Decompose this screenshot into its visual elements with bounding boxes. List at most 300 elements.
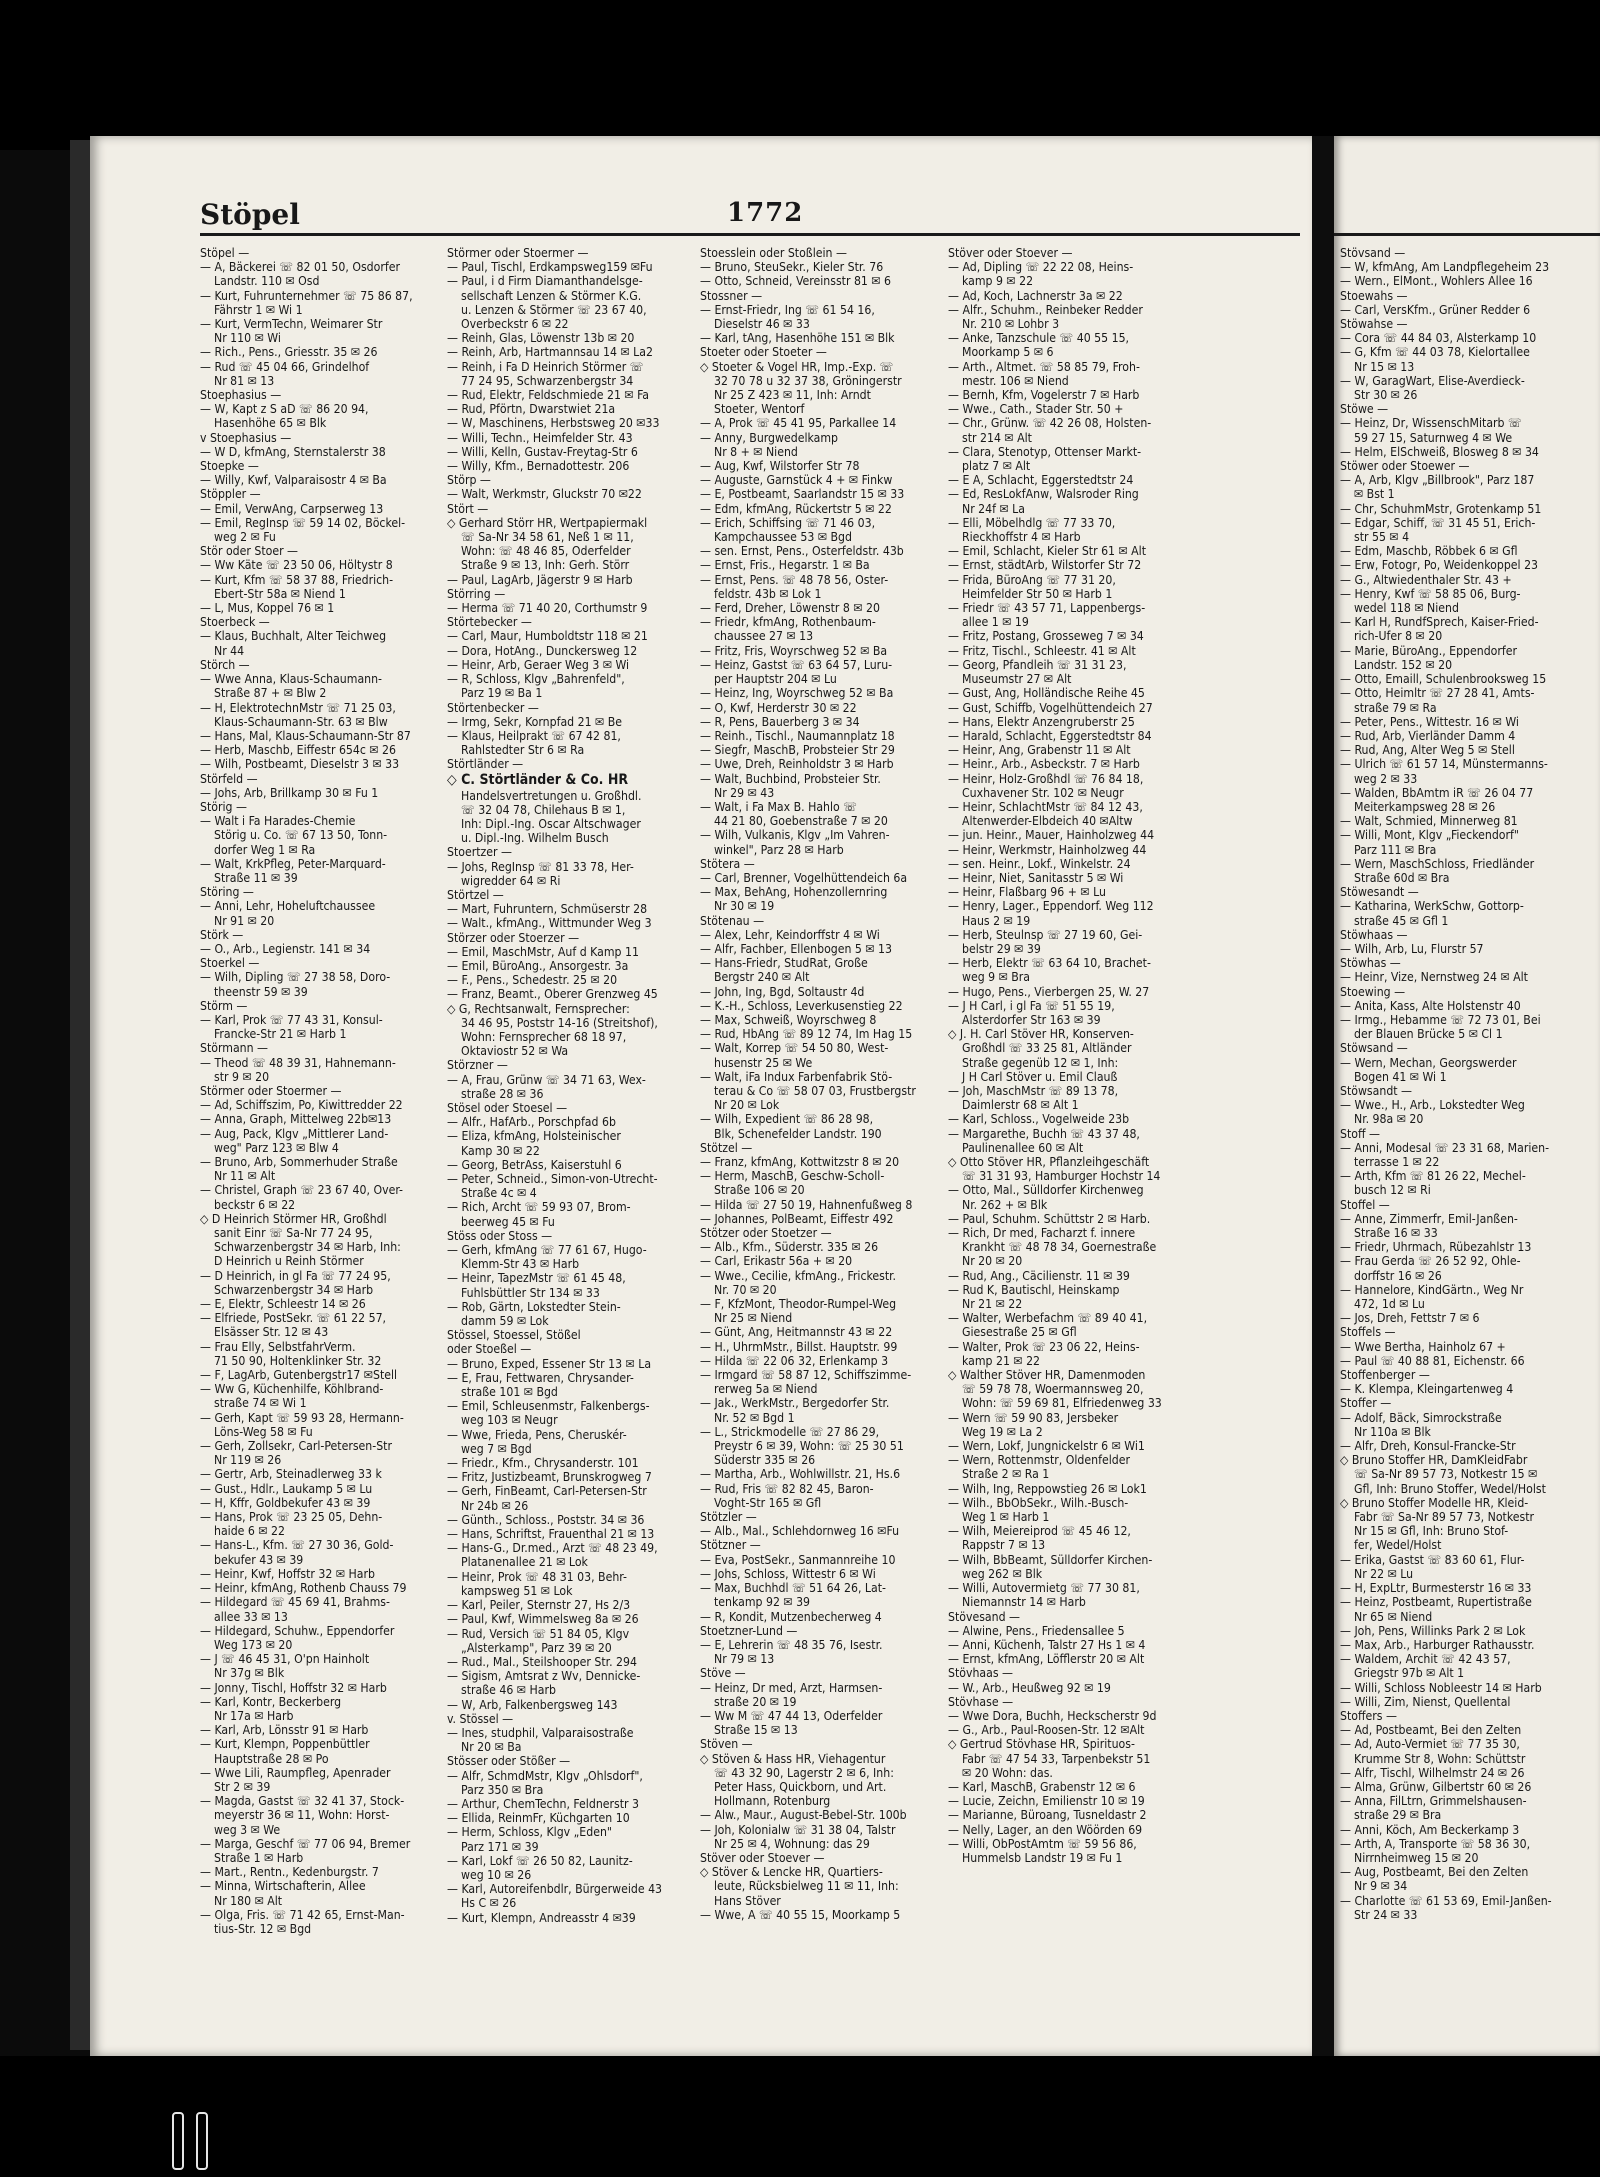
directory-entry: — Anne, Zimmerfr, Emil-Janßen-: [1340, 1211, 1518, 1226]
directory-entry: — Herm, MaschB, Geschw-Scholl-: [700, 1169, 885, 1184]
directory-entry: — Ad, Dipling ☏ 22 22 08, Heins-: [948, 260, 1134, 275]
directory-entry: — Kurt, VermTechn, Weimarer Str: [200, 317, 383, 332]
directory-entry: — Walt, KrkPfleg, Peter-Marquard-: [200, 856, 386, 871]
directory-entry: — Klaus, Buchhalt, Alter Teichweg: [200, 629, 387, 644]
surname-heading: Stoeter oder Stoeter —: [700, 345, 827, 360]
directory-entry: — Ww G, Küchenhilfe, Köhlbrand-: [200, 1382, 384, 1397]
directory-entry: — Wwe., H., Arb., Lokstedter Weg: [1340, 1098, 1525, 1113]
directory-entry: Str 2 ✉ 39: [214, 1779, 271, 1794]
directory-entry: tius-Str. 12 ✉ Bgd: [214, 1921, 312, 1936]
directory-entry: Weg 173 ✉ 20: [214, 1637, 293, 1652]
directory-entry: Nr 21 ✉ 22: [962, 1297, 1023, 1312]
directory-entry: — Karl H, RundfSprech, Kaiser-Fried-: [1340, 615, 1539, 630]
directory-column-1: [200, 246, 440, 2036]
directory-entry: — Alwine, Pens., Friedensallee 5: [948, 1623, 1125, 1638]
directory-entry: Parz 111 ✉ Bra: [1354, 842, 1437, 857]
directory-entry: der Blauen Brücke 5 ✉ Cl 1: [1354, 1027, 1503, 1042]
directory-entry: — W, Arb, Falkenbergsweg 143: [447, 1697, 618, 1712]
directory-entry: fer, Wedel/Holst: [1354, 1538, 1442, 1553]
directory-entry: — Rud, Ang., Cäcilienstr. 11 ✉ 39: [948, 1268, 1130, 1283]
directory-entry: — Paul, LagArb, Jägerstr 9 ✉ Harb: [447, 572, 633, 587]
directory-entry: — Paul, Kwf, Wimmelsweg 8a ✉ 26: [447, 1612, 639, 1627]
surname-heading: Stoffel —: [1340, 1197, 1390, 1212]
directory-entry: — Max, Buchhdl ☏ 51 64 26, Lat-: [700, 1581, 887, 1596]
directory-entry: dorfer Weg 1 ✉ Ra: [214, 842, 316, 857]
directory-entry: — Irmg, Sekr, Kornpfad 21 ✉ Be: [447, 714, 622, 729]
surname-heading: Stöppler —: [200, 487, 261, 502]
directory-entry: — D Heinrich, in gl Fa ☏ 77 24 95,: [200, 1268, 391, 1283]
directory-entry: — H, Kffr, Goldbekufer 43 ✉ 39: [200, 1495, 371, 1510]
directory-entry: — Rud, HbAng ☏ 89 12 74, Im Hag 15: [700, 1027, 913, 1042]
directory-entry: — Heinr, Flaßbarg 96 + ✉ Lu: [948, 885, 1106, 900]
directory-entry: — Heinr, Niet, Sanitasstr 5 ✉ Wi: [948, 870, 1124, 885]
directory-entry: — O., Arb., Legienstr. 141 ✉ 34: [200, 941, 371, 956]
directory-entry: — Ad, Schiffszim, Po, Kiwittredder 22: [200, 1098, 403, 1113]
directory-entry: — E, Elektr, Schleestr 14 ✉ 26: [200, 1297, 366, 1312]
directory-entry: — Gerh, FinBeamt, Carl-Petersen-Str: [447, 1484, 647, 1499]
surname-heading: Störing —: [200, 885, 254, 900]
directory-entry: Straße 11 ✉ 39: [214, 870, 298, 885]
directory-entry: — Wilh, Vulkanis, Klgv „Im Vahren-: [700, 828, 890, 843]
surname-heading: Stöwsandt —: [1340, 1083, 1413, 1098]
directory-entry: Kampchaussee 53 ✉ Bgd: [714, 530, 852, 545]
directory-entry: — Alfr, Fachber, Ellenbogen 5 ✉ 13: [700, 941, 892, 956]
surname-heading: Störtländer —: [447, 757, 524, 772]
directory-entry: — Ellida, ReinmFr, Küchgarten 10: [447, 1811, 630, 1826]
directory-entry: — Franz, Beamt., Oberer Grenzweg 45: [447, 987, 658, 1002]
directory-entry: tenkamp 92 ✉ 39: [714, 1595, 811, 1610]
directory-entry: ◇ Gertrud Stövhase HR, Spirituos-: [948, 1737, 1135, 1752]
directory-entry: — Henry, Kwf ☏ 58 85 06, Burg-: [1340, 586, 1521, 601]
directory-entry: Nr 29 ✉ 43: [714, 785, 775, 800]
directory-entry: beckstr 6 ✉ 22: [214, 1197, 296, 1212]
directory-entry: — Aug, Kwf, Wilstorfer Str 78: [700, 459, 860, 474]
directory-entry: — Wwe., Cecilie, kfmAng., Frickestr.: [700, 1268, 897, 1283]
directory-entry: — Heinr, kfmAng, Rothenb Chauss 79: [200, 1581, 407, 1596]
directory-entry: Preystr 6 ✉ 39, Wohn: ☏ 25 30 51: [714, 1439, 904, 1454]
surname-heading: Stoerkel —: [200, 956, 260, 971]
directory-entry: — Johannes, PolBeamt, Eiffestr 492: [700, 1211, 894, 1226]
directory-entry: — Alfr., Schuhm., Reinbeker Redder: [948, 302, 1143, 317]
directory-entry: Nr 79 ✉ 13: [714, 1652, 775, 1667]
directory-entry: — Ad, Koch, Lachnerstr 3a ✉ 22: [948, 288, 1123, 303]
directory-entry: feldstr. 43b ✉ Lok 1: [714, 586, 822, 601]
directory-entry: — O, Kwf, Herderstr 30 ✉ 22: [700, 700, 857, 715]
directory-entry: — Wern., ElMont., Wohlers Allee 16: [1340, 274, 1533, 289]
directory-entry: Rahlstedter Str 6 ✉ Ra: [461, 743, 585, 758]
directory-entry: 77 24 95, Schwarzenbergstr 34: [461, 373, 634, 388]
directory-entry: — Edgar, Schiff, ☏ 31 45 51, Erich-: [1340, 515, 1536, 530]
directory-entry: damm 59 ✉ Lok: [461, 1314, 549, 1329]
directory-entry: Löns-Weg 58 ✉ Fu: [214, 1424, 313, 1439]
directory-entry: — Wern ☏ 59 90 83, Jersbeker: [948, 1410, 1119, 1425]
directory-entry: — Heinr, TapezMstr ☏ 61 45 48,: [447, 1271, 626, 1286]
directory-entry: — Wilh, Postbeamt, Dieselstr 3 ✉ 33: [200, 757, 400, 772]
directory-entry: — R, Pens, Bauerberg 3 ✉ 34: [700, 714, 860, 729]
directory-entry: weg 262 ✉ Blk: [962, 1566, 1043, 1581]
directory-entry: — Friedr., Kfm., Chrysanderstr. 101: [447, 1456, 639, 1471]
directory-entry: Gfl, Inh: Bruno Stoffer, Wedel/Holst: [1354, 1481, 1546, 1496]
directory-entry: — Alw., Maur., August-Bebel-Str. 100b: [700, 1808, 907, 1823]
directory-entry: Nr 25 Z 423 ✉ 11, Inh: Arndt: [714, 388, 871, 403]
surname-heading: Störzner —: [447, 1058, 508, 1073]
directory-entry: — Ernst, städtArb, Wilstorfer Str 72: [948, 558, 1142, 573]
directory-entry: Hasenhöhe 65 ✉ Blk: [214, 416, 327, 431]
directory-entry: — Sigism, Amtsrat z Wv, Dennicke-: [447, 1669, 641, 1684]
directory-entry: D Heinrich u Reinh Störmer: [214, 1254, 364, 1269]
directory-entry: — Wwe, A ☏ 40 55 15, Moorkamp 5: [700, 1907, 901, 1922]
directory-entry: — Bruno, Arb, Sommerhuder Straße: [200, 1155, 398, 1169]
directory-entry: — E, Postbeamt, Saarlandstr 15 ✉ 33: [700, 487, 905, 502]
directory-entry: — Ed, ResLokfAnw, Walsroder Ring: [948, 487, 1139, 502]
directory-entry: — Aug, Postbeamt, Bei den Zelten: [1340, 1865, 1529, 1880]
directory-entry: — Wern, MaschSchloss, Friedländer: [1340, 856, 1535, 871]
directory-entry: Wohn: ☏ 48 46 85, Oderfelder: [461, 544, 631, 559]
directory-entry: ✉ 20 Wohn: das.: [962, 1765, 1053, 1780]
directory-entry: — Ernst-Friedr, Ing ☏ 61 54 16,: [700, 302, 875, 317]
directory-entry: — Wern, Mechan, Georgswerder: [1340, 1055, 1517, 1070]
directory-entry: — E, Frau, Fettwaren, Chrysander-: [447, 1370, 634, 1385]
directory-entry: — J H Carl, i gl Fa ☏ 51 55 19,: [948, 998, 1115, 1013]
film-mark: [196, 2112, 208, 2170]
directory-entry: — Anny, Burgwedelkamp: [700, 430, 838, 445]
directory-entry: Platanenallee 21 ✉ Lok: [461, 1555, 588, 1570]
directory-entry: Straße 2 ✉ Ra 1: [962, 1467, 1050, 1482]
directory-entry: — Emil, Schlacht, Kieler Str 61 ✉ Alt: [948, 544, 1147, 559]
directory-entry: — Paul, i d Firm Diamanthandelsge-: [447, 274, 643, 289]
directory-entry: Landstr. 152 ✉ 20: [1354, 657, 1453, 672]
surname-heading: Stoffels —: [1340, 1325, 1396, 1340]
directory-entry: Schwarzenbergstr 34 ✉ Harb, Inh:: [214, 1240, 401, 1255]
surname-heading: Stövhase —: [948, 1694, 1014, 1709]
directory-entry: — E, Lehrerin ☏ 48 35 76, Isestr.: [700, 1637, 883, 1652]
directory-entry: — Gertr, Arb, Steinadlerweg 33 k: [200, 1467, 382, 1482]
directory-entry: — Chr., Grünw. ☏ 42 26 08, Holsten-: [948, 416, 1152, 431]
directory-entry: weg 9 ✉ Bra: [962, 970, 1031, 985]
directory-entry: Fuhlsbüttler Str 134 ✉ 33: [461, 1285, 600, 1300]
directory-entry: Nr 25 ✉ Niend: [714, 1311, 793, 1326]
surname-heading: Stöven —: [700, 1737, 753, 1752]
directory-entry: ☏ 59 78 78, Woermannsweg 20,: [962, 1382, 1144, 1397]
directory-entry: — Paul, Tischl, Erdkampsweg159 ✉Fu: [447, 260, 653, 275]
directory-entry: — Carl, VersKfm., Grüner Redder 6: [1340, 302, 1531, 317]
surname-heading: Störmann —: [200, 1041, 269, 1056]
directory-entry: — H., UhrmMstr., Billst. Hauptstr. 99: [700, 1339, 898, 1354]
surname-heading: Stoetzner-Lund —: [700, 1623, 798, 1638]
surname-heading: Störmer oder Stoermer —: [447, 246, 589, 260]
directory-entry: Weg 1 ✉ Harb 1: [962, 1510, 1050, 1525]
directory-entry: straße 45 ✉ Gfl 1: [1354, 913, 1449, 928]
surname-heading: Störk —: [200, 927, 244, 942]
directory-entry: Nr 81 ✉ 13: [214, 373, 275, 388]
directory-entry: — Magda, Gastst ☏ 32 41 37, Stock-: [200, 1794, 405, 1809]
directory-entry: platz 7 ✉ Alt: [962, 459, 1031, 474]
surname-heading: Stoewahs —: [1340, 288, 1408, 303]
directory-entry: — Ernst, Fris., Hegarstr. 1 ✉ Ba: [700, 558, 870, 573]
directory-entry: — R, Kondit, Mutzenbecherweg 4: [700, 1609, 882, 1624]
directory-entry: 32 70 78 u 32 37 38, Gröningerstr: [714, 373, 902, 388]
directory-entry: — Otto, Emaill, Schulenbrooksweg 15: [1340, 672, 1547, 687]
directory-entry: Nr. 52 ✉ Bgd 1: [714, 1410, 795, 1425]
directory-entry: ◇ Walther Stöver HR, Damenmoden: [948, 1368, 1146, 1383]
directory-entry: — Joh, Kolonialw ☏ 31 38 04, Talstr: [700, 1822, 896, 1837]
directory-entry: Süderstr 335 ✉ 26: [714, 1453, 816, 1468]
directory-entry: — Charlotte ☏ 61 53 69, Emil-Janßen-: [1340, 1893, 1552, 1908]
directory-entry: str 55 ✉ 4: [1354, 530, 1410, 545]
directory-entry: ◇ Stöven & Hass HR, Viehagentur: [700, 1751, 886, 1766]
directory-entry: — Joh, MaschMstr ☏ 89 13 78,: [948, 1083, 1119, 1098]
directory-entry: straße 79 ✉ Ra: [1354, 700, 1437, 715]
directory-entry: — Georg, Pfandleih ☏ 31 31 23,: [948, 657, 1127, 672]
surname-heading: Stöver oder Stoever —: [700, 1850, 825, 1865]
directory-entry: allee 33 ✉ 13: [214, 1609, 288, 1624]
directory-column-3: [700, 246, 940, 2036]
directory-entry: — Walt, Korrep ☏ 54 50 80, West-: [700, 1041, 889, 1056]
directory-entry: — Olga, Fris. ☏ 71 42 65, Ernst-Man-: [200, 1907, 405, 1922]
directory-entry: — Johs, Schloss, Wittestr 6 ✉ Wi: [700, 1566, 876, 1581]
surname-heading: Stoffers —: [1340, 1708, 1397, 1723]
directory-entry: — Eliza, kfmAng, Holsteinischer: [447, 1129, 621, 1144]
directory-entry: — Edm, kfmAng, Rückertstr 5 ✉ 22: [700, 501, 892, 516]
directory-entry: — Alb., Kfm., Süderstr. 335 ✉ 26: [700, 1240, 879, 1255]
directory-entry: — Arth, Kfm ☏ 81 26 22, Mechel-: [1340, 1169, 1526, 1184]
directory-entry: Straße 1 ✉ Harb: [214, 1850, 304, 1865]
directory-entry: — Carl, Erikastr 56a + ✉ 20: [700, 1254, 853, 1269]
directory-entry: — Hilda ☏ 27 50 19, Hahnenfußweg 8: [700, 1197, 913, 1212]
directory-entry: — Fritz, Fris, Woyrschweg 52 ✉ Ba: [700, 643, 888, 658]
directory-entry: — Jos, Dreh, Fettstr 7 ✉ 6: [1340, 1311, 1480, 1326]
directory-entry: — Ferd, Dreher, Löwenstr 8 ✉ 20: [700, 601, 880, 616]
directory-entry: ◇ J. H. Carl Stöver HR, Konserven-: [948, 1027, 1134, 1042]
directory-entry: — Fritz, Tischl., Schleestr. 41 ✉ Alt: [948, 643, 1136, 658]
surname-heading: Störig —: [200, 799, 247, 814]
directory-entry: Cuxhavener Str. 102 ✉ Neugr: [962, 785, 1124, 800]
surname-heading: Stoff —: [1340, 1126, 1380, 1141]
directory-entry: Nr 15 ✉ Gfl, Inh: Bruno Stof-: [1354, 1524, 1509, 1539]
directory-entry: Hans Stöver: [714, 1893, 781, 1908]
directory-entry: — Heinr, Arb, Geraer Weg 3 ✉ Wi: [447, 657, 630, 672]
directory-entry: Straße 4c ✉ 4: [461, 1186, 537, 1201]
film-mark: [172, 2112, 184, 2170]
directory-entry: — Wilh, Dipling ☏ 27 38 58, Doro-: [200, 970, 391, 985]
directory-entry: — W, Kapt z S aD ☏ 86 20 94,: [200, 402, 369, 417]
directory-entry: beerweg 45 ✉ Fu: [461, 1214, 555, 1229]
directory-entry: husenstr 25 ✉ We: [714, 1055, 813, 1070]
directory-entry: weg 3 ✉ We: [214, 1822, 281, 1837]
surname-heading: Störch —: [200, 657, 250, 672]
directory-entry: Ebert-Str 58a ✉ Niend 1: [214, 586, 346, 601]
directory-entry: Störig u. Co. ☏ 67 13 50, Tonn-: [214, 828, 388, 843]
surname-heading: v Stoephasius —: [200, 430, 292, 445]
directory-entry: — Heinz, Ing, Woyrschweg 52 ✉ Ba: [700, 686, 894, 701]
directory-entry: — Ad, Auto-Vermiet ☏ 77 35 30,: [1340, 1737, 1520, 1752]
directory-entry: — Katharina, WerkSchw, Gottorp-: [1340, 899, 1524, 914]
directory-entry: — Walden, BbAmtm iR ☏ 26 04 77: [1340, 785, 1534, 800]
directory-entry: — Hannelore, KindGärtn., Weg Nr: [1340, 1282, 1524, 1297]
directory-entry: — Hans-G., Dr.med., Arzt ☏ 48 23 49,: [447, 1541, 658, 1556]
directory-entry: — Willi, ObPostAmtm ☏ 59 56 86,: [948, 1836, 1137, 1851]
directory-entry: — Alb., Mal., Schlehdornweg 16 ✉Fu: [700, 1524, 900, 1539]
directory-entry: straße 74 ✉ Wi 1: [214, 1396, 307, 1411]
directory-entry: theenstr 59 ✉ 39: [214, 984, 308, 999]
surname-heading: Stösel oder Stoesel —: [447, 1100, 568, 1115]
directory-entry: — Karl, tAng, Hasenhöhe 151 ✉ Blk: [700, 331, 895, 346]
directory-entry: terrasse 1 ✉ 22: [1354, 1155, 1440, 1169]
directory-entry: — Reinh, Glas, Löwenstr 13b ✉ 20: [447, 331, 635, 346]
directory-entry: wigredder 64 ✉ Ri: [461, 873, 561, 888]
directory-entry: Alsterdorfer Str 163 ✉ 39: [962, 1012, 1101, 1027]
directory-entry: — F, KfzMont, Theodor-Rumpel-Weg: [700, 1297, 897, 1312]
directory-entry: — Wilh, BbBeamt, Sülldorfer Kirchen-: [948, 1552, 1153, 1567]
directory-entry: — Karl, Schloss., Vogelweide 23b: [948, 1112, 1130, 1127]
directory-entry: — A, Prok ☏ 45 41 95, Parkallee 14: [700, 416, 897, 431]
directory-entry: ◇ D Heinrich Störmer HR, Großhdl: [200, 1211, 387, 1226]
directory-entry: — Jonny, Tischl, Hoffstr 32 ✉ Harb: [200, 1680, 387, 1695]
directory-entry: — Alex, Lehr, Keindorffstr 4 ✉ Wi: [700, 927, 880, 942]
directory-column-right-page: [1340, 246, 1600, 2036]
directory-entry: — Rich, Dr med, Facharzt f. innere: [948, 1226, 1136, 1241]
directory-entry: — Emil, MaschMstr, Auf d Kamp 11: [447, 944, 639, 959]
directory-entry: — Herm, Schloss, Klgv „Eden": [447, 1825, 612, 1840]
directory-entry: — Jak., WerkMstr., Bergedorfer Str.: [700, 1396, 890, 1411]
directory-entry: — G., Arb., Paul-Roosen-Str. 12 ✉Alt: [948, 1723, 1145, 1738]
directory-entry: — Rud ☏ 45 04 66, Grindelhof: [200, 359, 370, 374]
directory-entry: — Frida, BüroAng ☏ 77 31 20,: [948, 572, 1116, 587]
directory-entry: — Rud., Mal., Steilshooper Str. 294: [447, 1654, 637, 1669]
directory-entry: Peter Hass, Quickborn, und Art.: [714, 1779, 887, 1794]
scan-background-top: [0, 0, 1600, 150]
directory-entry: — Heinr., Arb., Asbeckstr. 7 ✉ Harb: [948, 757, 1140, 772]
directory-entry: Nr. 262 + ✉ Blk: [962, 1197, 1048, 1212]
directory-entry: winkel", Parz 28 ✉ Harb: [714, 842, 844, 857]
directory-entry: — Rud K, Bautischl, Heinskamp: [948, 1282, 1120, 1297]
surname-heading: Stoffenberger —: [1340, 1368, 1430, 1383]
directory-entry: — Aug, Pack, Klgv „Mittlerer Land-: [200, 1126, 389, 1141]
directory-entry: — Wilh, Meiereiprod ☏ 45 46 12,: [948, 1524, 1131, 1539]
surname-heading: Stoepke —: [200, 459, 259, 474]
directory-entry: Straße 106 ✉ 20: [714, 1183, 805, 1198]
surname-heading: Stöwhas —: [1340, 956, 1401, 971]
surname-heading: Stöver oder Stoever —: [948, 246, 1073, 260]
directory-entry: Nr 8 + ✉ Niend: [714, 444, 798, 459]
directory-entry: Hauptstraße 28 ✉ Po: [214, 1751, 329, 1766]
directory-entry: — Karl, MaschB, Grabenstr 12 ✉ 6: [948, 1779, 1136, 1794]
directory-entry: — Rud, Elektr, Feldschmiede 21 ✉ Fa: [447, 388, 649, 403]
directory-entry: Hollmann, Rotenburg: [714, 1794, 831, 1809]
directory-entry: Nirrnheimweg 15 ✉ 20: [1354, 1850, 1479, 1865]
directory-entry: straße 46 ✉ Harb: [461, 1683, 556, 1698]
directory-entry: Kamp 30 ✉ 22: [461, 1143, 540, 1158]
directory-entry: — Alfr., HafArb., Porschpfad 6b: [447, 1115, 616, 1130]
page-header: [112, 198, 1292, 232]
surname-heading: Stövhaas —: [948, 1666, 1014, 1681]
directory-entry: — Gust., Hdlr., Laukamp 5 ✉ Lu: [200, 1481, 373, 1496]
directory-entry: Straße 15 ✉ 13: [714, 1723, 798, 1738]
directory-entry: — Friedr, Uhrmach, Rübezahlstr 13: [1340, 1240, 1532, 1255]
directory-entry: J H Carl Stöver u. Emil Clauß: [962, 1069, 1118, 1084]
directory-entry: — H, ElektrotechnMstr ☏ 71 25 03,: [200, 700, 396, 715]
directory-entry: — Gerh, Kapt ☏ 59 93 28, Hermann-: [200, 1410, 404, 1425]
directory-entry: — K.-H., Schloss, Leverkusenstieg 22: [700, 998, 903, 1013]
directory-entry: — Wwe Anna, Klaus-Schaumann-: [200, 672, 383, 687]
directory-entry: Nr 22 ✉ Lu: [1354, 1566, 1414, 1581]
directory-entry: — Hilda ☏ 22 06 32, Erlenkamp 3: [700, 1353, 889, 1368]
surname-heading: Störtzel —: [447, 887, 504, 902]
surname-heading: Störmer oder Stoermer —: [200, 1083, 342, 1098]
directory-entry: — R, Schloss, Klgv „Bahrenfeld",: [447, 672, 625, 687]
surname-heading: Störring —: [447, 586, 506, 601]
directory-entry: str 214 ✉ Alt: [962, 430, 1032, 445]
running-head: Stöpel: [200, 198, 300, 231]
directory-entry: — Paul, Schuhm. Schüttstr 2 ✉ Harb.: [948, 1211, 1151, 1226]
directory-entry: Nr 25 ✉ 4, Wohnung: das 29: [714, 1836, 870, 1851]
directory-entry: — Arth., Altmet. ☏ 58 85 79, Froh-: [948, 359, 1140, 374]
directory-column-4: [948, 246, 1188, 2036]
directory-entry: 44 21 80, Goebenstraße 7 ✉ 20: [714, 814, 888, 829]
directory-entry: — Heinr, Holz-Großhdl ☏ 76 84 18,: [948, 771, 1144, 786]
directory-entry: — Emil, RegInsp ☏ 59 14 02, Böckel-: [200, 515, 406, 530]
directory-entry: leute, Rücksbielweg 11 ✉ 11, Inh:: [714, 1879, 899, 1894]
directory-entry: — Willi, Zim, Nienst, Quellental: [1340, 1694, 1511, 1709]
directory-entry: Hummelsb Landstr 19 ✉ Fu 1: [962, 1850, 1123, 1865]
directory-entry: Nr 65 ✉ Niend: [1354, 1609, 1433, 1624]
header-rule: [200, 233, 1300, 236]
directory-entry: — Heinr, Vize, Nernstweg 24 ✉ Alt: [1340, 970, 1528, 985]
directory-entry: — sen. Heinr., Lokf., Winkelstr. 24: [948, 856, 1131, 871]
directory-entry: — Wwe, Frieda, Pens, Cheruskér-: [447, 1427, 627, 1442]
surname-heading: Störp —: [447, 473, 491, 488]
directory-entry: per Hauptstr 204 ✉ Lu: [714, 672, 837, 687]
surname-heading: Störzer oder Stoerzer —: [447, 930, 580, 945]
directory-entry: — Emil, Schleusenmstr, Falkenbergs-: [447, 1399, 650, 1414]
directory-entry: — Arthur, ChemTechn, Feldnerstr 3: [447, 1796, 639, 1811]
directory-entry: ◇ C. Störtländer & Co. HR: [447, 771, 629, 788]
directory-entry: — Rud, Versich ☏ 51 84 05, Klgv: [447, 1626, 630, 1641]
directory-entry: — Rud, Pförtn, Dwarstwiet 21a: [447, 402, 616, 417]
directory-entry: Bogen 41 ✉ Wi 1: [1354, 1069, 1447, 1084]
directory-entry: — Karl, Autoreifenbdlr, Bürgerweide 43: [447, 1882, 663, 1897]
directory-entry: — jun. Heinr., Mauer, Hainholzweg 44: [948, 828, 1155, 843]
directory-entry: Nr 20 ✉ Ba: [461, 1740, 522, 1755]
directory-entry: — Max, Arb., Harburger Rathausstr.: [1340, 1637, 1535, 1652]
directory-entry: bekufer 43 ✉ 39: [214, 1552, 304, 1567]
directory-entry: rich-Ufer 8 ✉ 20: [1354, 629, 1443, 644]
directory-entry: — Peter, Pens., Wittestr. 16 ✉ Wi: [1340, 714, 1519, 729]
directory-entry: — Henry, Lager., Eppendorf. Weg 112: [948, 899, 1154, 914]
directory-entry: — Carl, Maur, Humboldtstr 118 ✉ 21: [447, 629, 648, 644]
directory-entry: Meiterkampsweg 28 ✉ 26: [1354, 799, 1496, 814]
directory-entry: allee 1 ✉ 19: [962, 615, 1029, 630]
directory-entry: — Ulrich ☏ 61 57 14, Münstermanns-: [1340, 757, 1548, 772]
surname-heading: Stövsand —: [1340, 246, 1406, 260]
directory-entry: — Rud, Arb, Vierländer Damm 4: [1340, 728, 1516, 743]
directory-entry: Dieselstr 46 ✉ 33: [714, 317, 810, 332]
directory-entry: — Kurt, Klempn, Andreasstr 4 ✉39: [447, 1910, 636, 1925]
directory-entry: — Uwe, Dreh, Reinholdstr 3 ✉ Harb: [700, 757, 894, 772]
directory-entry: — Erich, Schiffsing ☏ 71 46 03,: [700, 515, 876, 530]
surname-heading: Stöve —: [700, 1666, 746, 1681]
directory-entry: — Margarethe, Buchh ☏ 43 37 48,: [948, 1126, 1140, 1141]
directory-entry: — Minna, Wirtschafterin, Allee: [200, 1879, 366, 1894]
directory-entry: — Edm, Maschb, Röbbek 6 ✉ Gfl: [1340, 544, 1518, 559]
directory-entry: Wohn: Fernsprecher 68 18 97,: [461, 1029, 627, 1044]
surname-heading: Stötenau —: [700, 913, 765, 928]
directory-entry: Parz 171 ✉ 39: [461, 1839, 539, 1854]
directory-entry: — Johs, RegInsp ☏ 81 33 78, Her-: [447, 859, 634, 874]
directory-entry: — Johs, Arb, Brillkamp 30 ✉ Fu 1: [200, 785, 379, 800]
directory-entry: — F, LagArb, Gutenbergstr17 ✉Stell: [200, 1368, 398, 1383]
directory-entry: — Anni, Köch, Am Beckerkamp 3: [1340, 1822, 1520, 1837]
